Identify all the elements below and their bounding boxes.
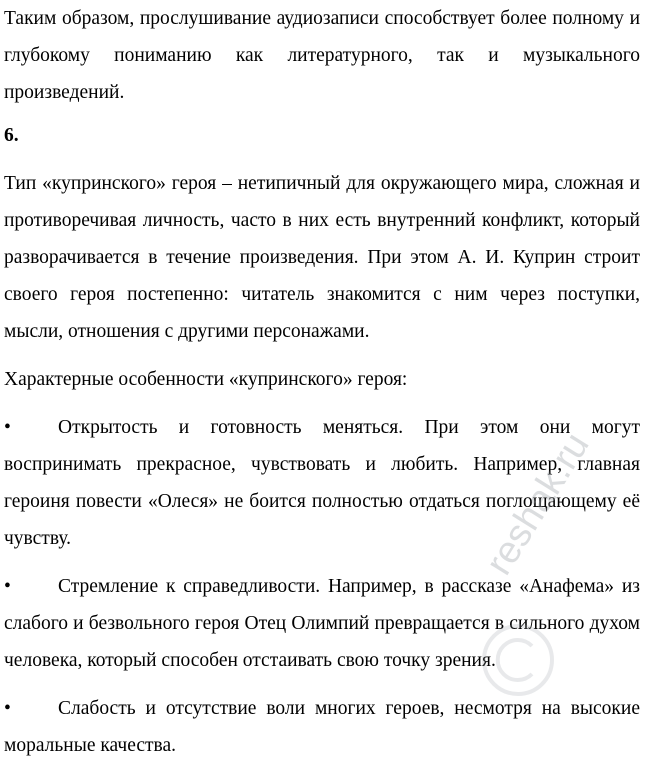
bullet-icon: • xyxy=(4,417,11,438)
list-item-text: Стремление к справедливости. Например, в рассказе «Анафема» из слабого и безвольного героя Отец Олимпий превращается в сильного духом человека, который способен отстаивать свою точку зрения. xyxy=(4,576,640,671)
list-item xyxy=(4,690,640,764)
section-paragraph: Тип «купринского» героя – нетипичный для окружающего мира, сложная и противоречивая личность, часто в них есть внутренний конфликт, который разворачивается в течение произведения. При этом А. И. Куприн строит своего героя постепенно: читатель знакомится с ним через поступки, мысли, отношения с другими персонажами. xyxy=(4,173,640,342)
list-item-text: Слабость и отсутствие воли многих героев, несмотря на высокие моральные качества. xyxy=(4,698,640,756)
watermark-text: reshak.ru xyxy=(478,425,598,583)
intro-paragraph: Таким образом, прослушивание аудиозаписи способствует более полному и глубокому пониманию как литературного, так и музыкального произведений. xyxy=(4,8,640,103)
bullet-icon: • xyxy=(4,576,11,597)
document-page xyxy=(4,0,640,764)
section-number: 6. xyxy=(4,125,19,146)
bullet-icon: • xyxy=(4,698,11,719)
list-lead: Характерные особенности «купринского» героя: xyxy=(4,369,408,390)
list-item xyxy=(4,568,640,679)
list-item-text: Открытость и готовность меняться. При этом они могут воспринимать прекрасное, чувствовать и любить. Например, главная героиня повести «Олеся» не боится полностью отдаться поглощающему её чувству. xyxy=(4,417,640,549)
